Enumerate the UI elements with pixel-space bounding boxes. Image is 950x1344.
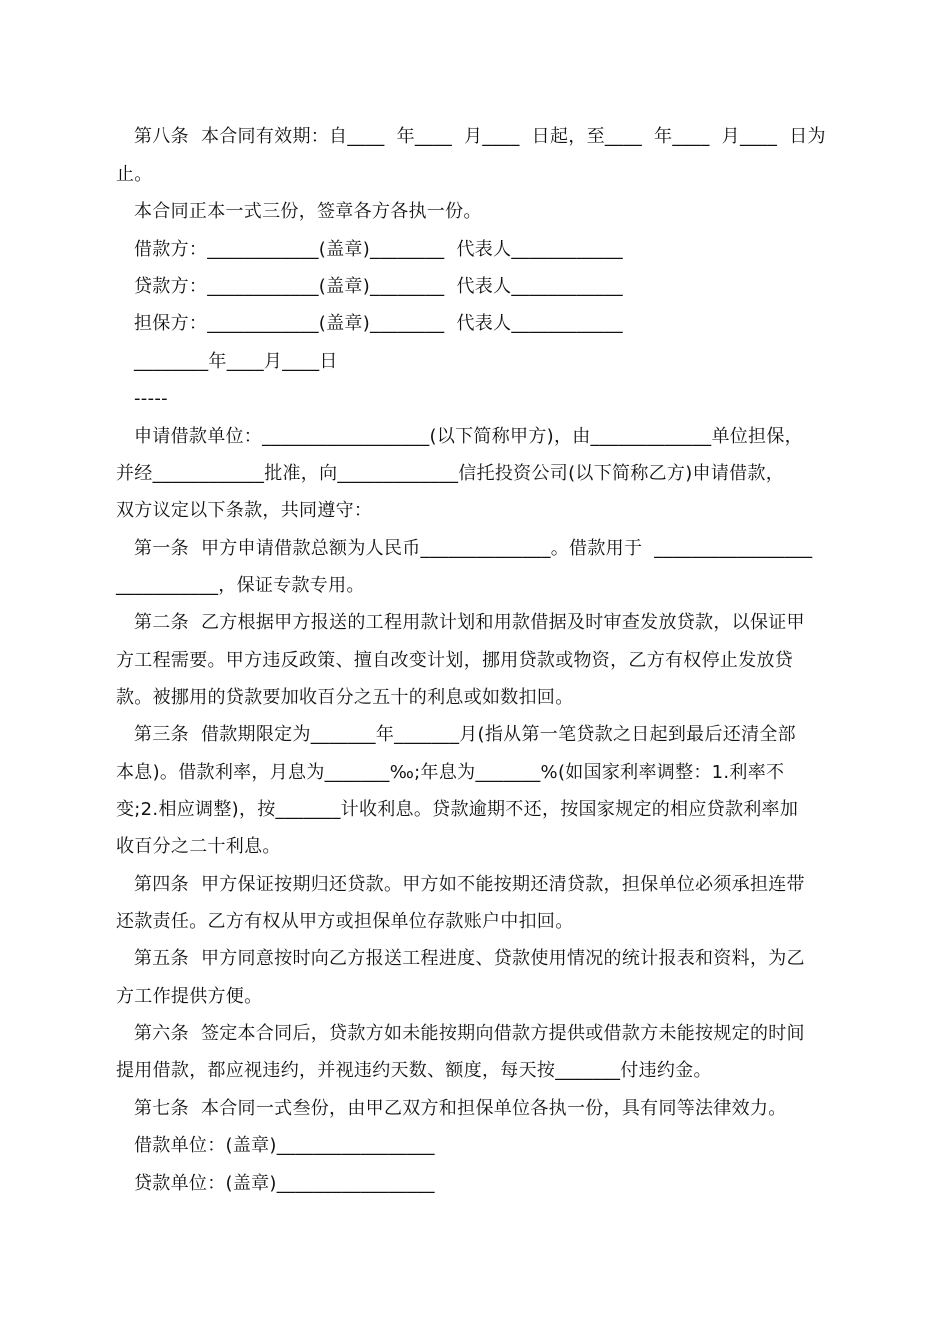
borrower-signature-line: 借款方：____________(盖章)________ 代表人____________ [134, 239, 623, 260]
lending-unit-seal-line: 贷款单位：(盖章)_________________ [134, 1173, 435, 1194]
preamble-line-2: 并经____________批准，向_____________信托投资公司(以下简称乙方)申请借款， [116, 463, 785, 484]
clause-7-line-1: 第七条 本合同一式叁份，由甲乙双方和担保单位各执一份，具有同等法律效力。 [134, 1098, 787, 1119]
clause-8-line-2: 止。 [116, 164, 153, 185]
clause-5-line-2: 方工作提供方便。 [116, 986, 263, 1007]
lender-signature-line: 贷款方：____________(盖章)________ 代表人____________ [134, 276, 623, 297]
clause-4-line-2: 还款责任。乙方有权从甲方或担保单位存款账户中扣回。 [116, 911, 574, 932]
clause-8-line-1: 第八条 本合同有效期：自____ 年____ 月____ 日起，至____ 年____ 月____ 日为 [134, 126, 826, 147]
copies-line: 本合同正本一式三份，签章各方各执一份。 [134, 201, 482, 222]
separator-line: ----- [134, 388, 168, 409]
clause-6-line-2: 提用借款，都应视违约，并视违约天数、额度，每天按_______付违约金。 [116, 1060, 712, 1081]
clause-6-line-1: 第六条 签定本合同后，贷款方如未能按期向借款方提供或借款方未能按规定的时间 [134, 1023, 805, 1044]
clause-4-line-1: 第四条 甲方保证按期归还贷款。甲方如不能按期还清贷款，担保单位必须承担连带 [134, 874, 805, 895]
clause-3-line-1: 第三条 借款期限定为_______年_______月(指从第一笔贷款之日起到最后还清全部 [134, 724, 796, 745]
clause-1-line-2: ___________，保证专款专用。 [116, 575, 365, 596]
clause-2-line-3: 款。被挪用的贷款要加收百分之五十的利息或如数扣回。 [116, 687, 574, 708]
borrowing-unit-seal-line: 借款单位：(盖章)_________________ [134, 1135, 435, 1156]
clause-3-line-4: 收百分之二十利息。 [116, 836, 281, 857]
clause-2-line-1: 第二条 乙方根据甲方报送的工程用款计划和用款借据及时审查发放贷款，以保证甲 [134, 612, 805, 633]
preamble-line-1: 申请借款单位：__________________(以下简称甲方)，由_____________单位担保， [134, 426, 803, 447]
clause-3-line-2: 本息)。借款利率，月息为_______‰;年息为_______%(如国家利率调整：1.利率不 [116, 762, 785, 783]
date-line: ________年____月____日 [134, 351, 338, 372]
clause-2-line-2: 方工程需要。甲方违反政策、擅自改变计划，挪用贷款或物资，乙方有权停止发放贷 [116, 650, 794, 671]
clause-5-line-1: 第五条 甲方同意按时向乙方报送工程进度、贷款使用情况的统计报表和资料，为乙 [134, 948, 805, 969]
clause-3-line-3: 变;2.相应调整)，按_______计收利息。贷款逾期不还，按国家规定的相应贷款利率加 [116, 799, 799, 820]
preamble-line-3: 双方议定以下条款，共同遵守： [116, 500, 373, 521]
clause-1-line-1: 第一条 甲方申请借款总额为人民币______________。借款用于 _________________ [134, 538, 813, 559]
guarantor-signature-line: 担保方：____________(盖章)________ 代表人____________ [134, 313, 623, 334]
